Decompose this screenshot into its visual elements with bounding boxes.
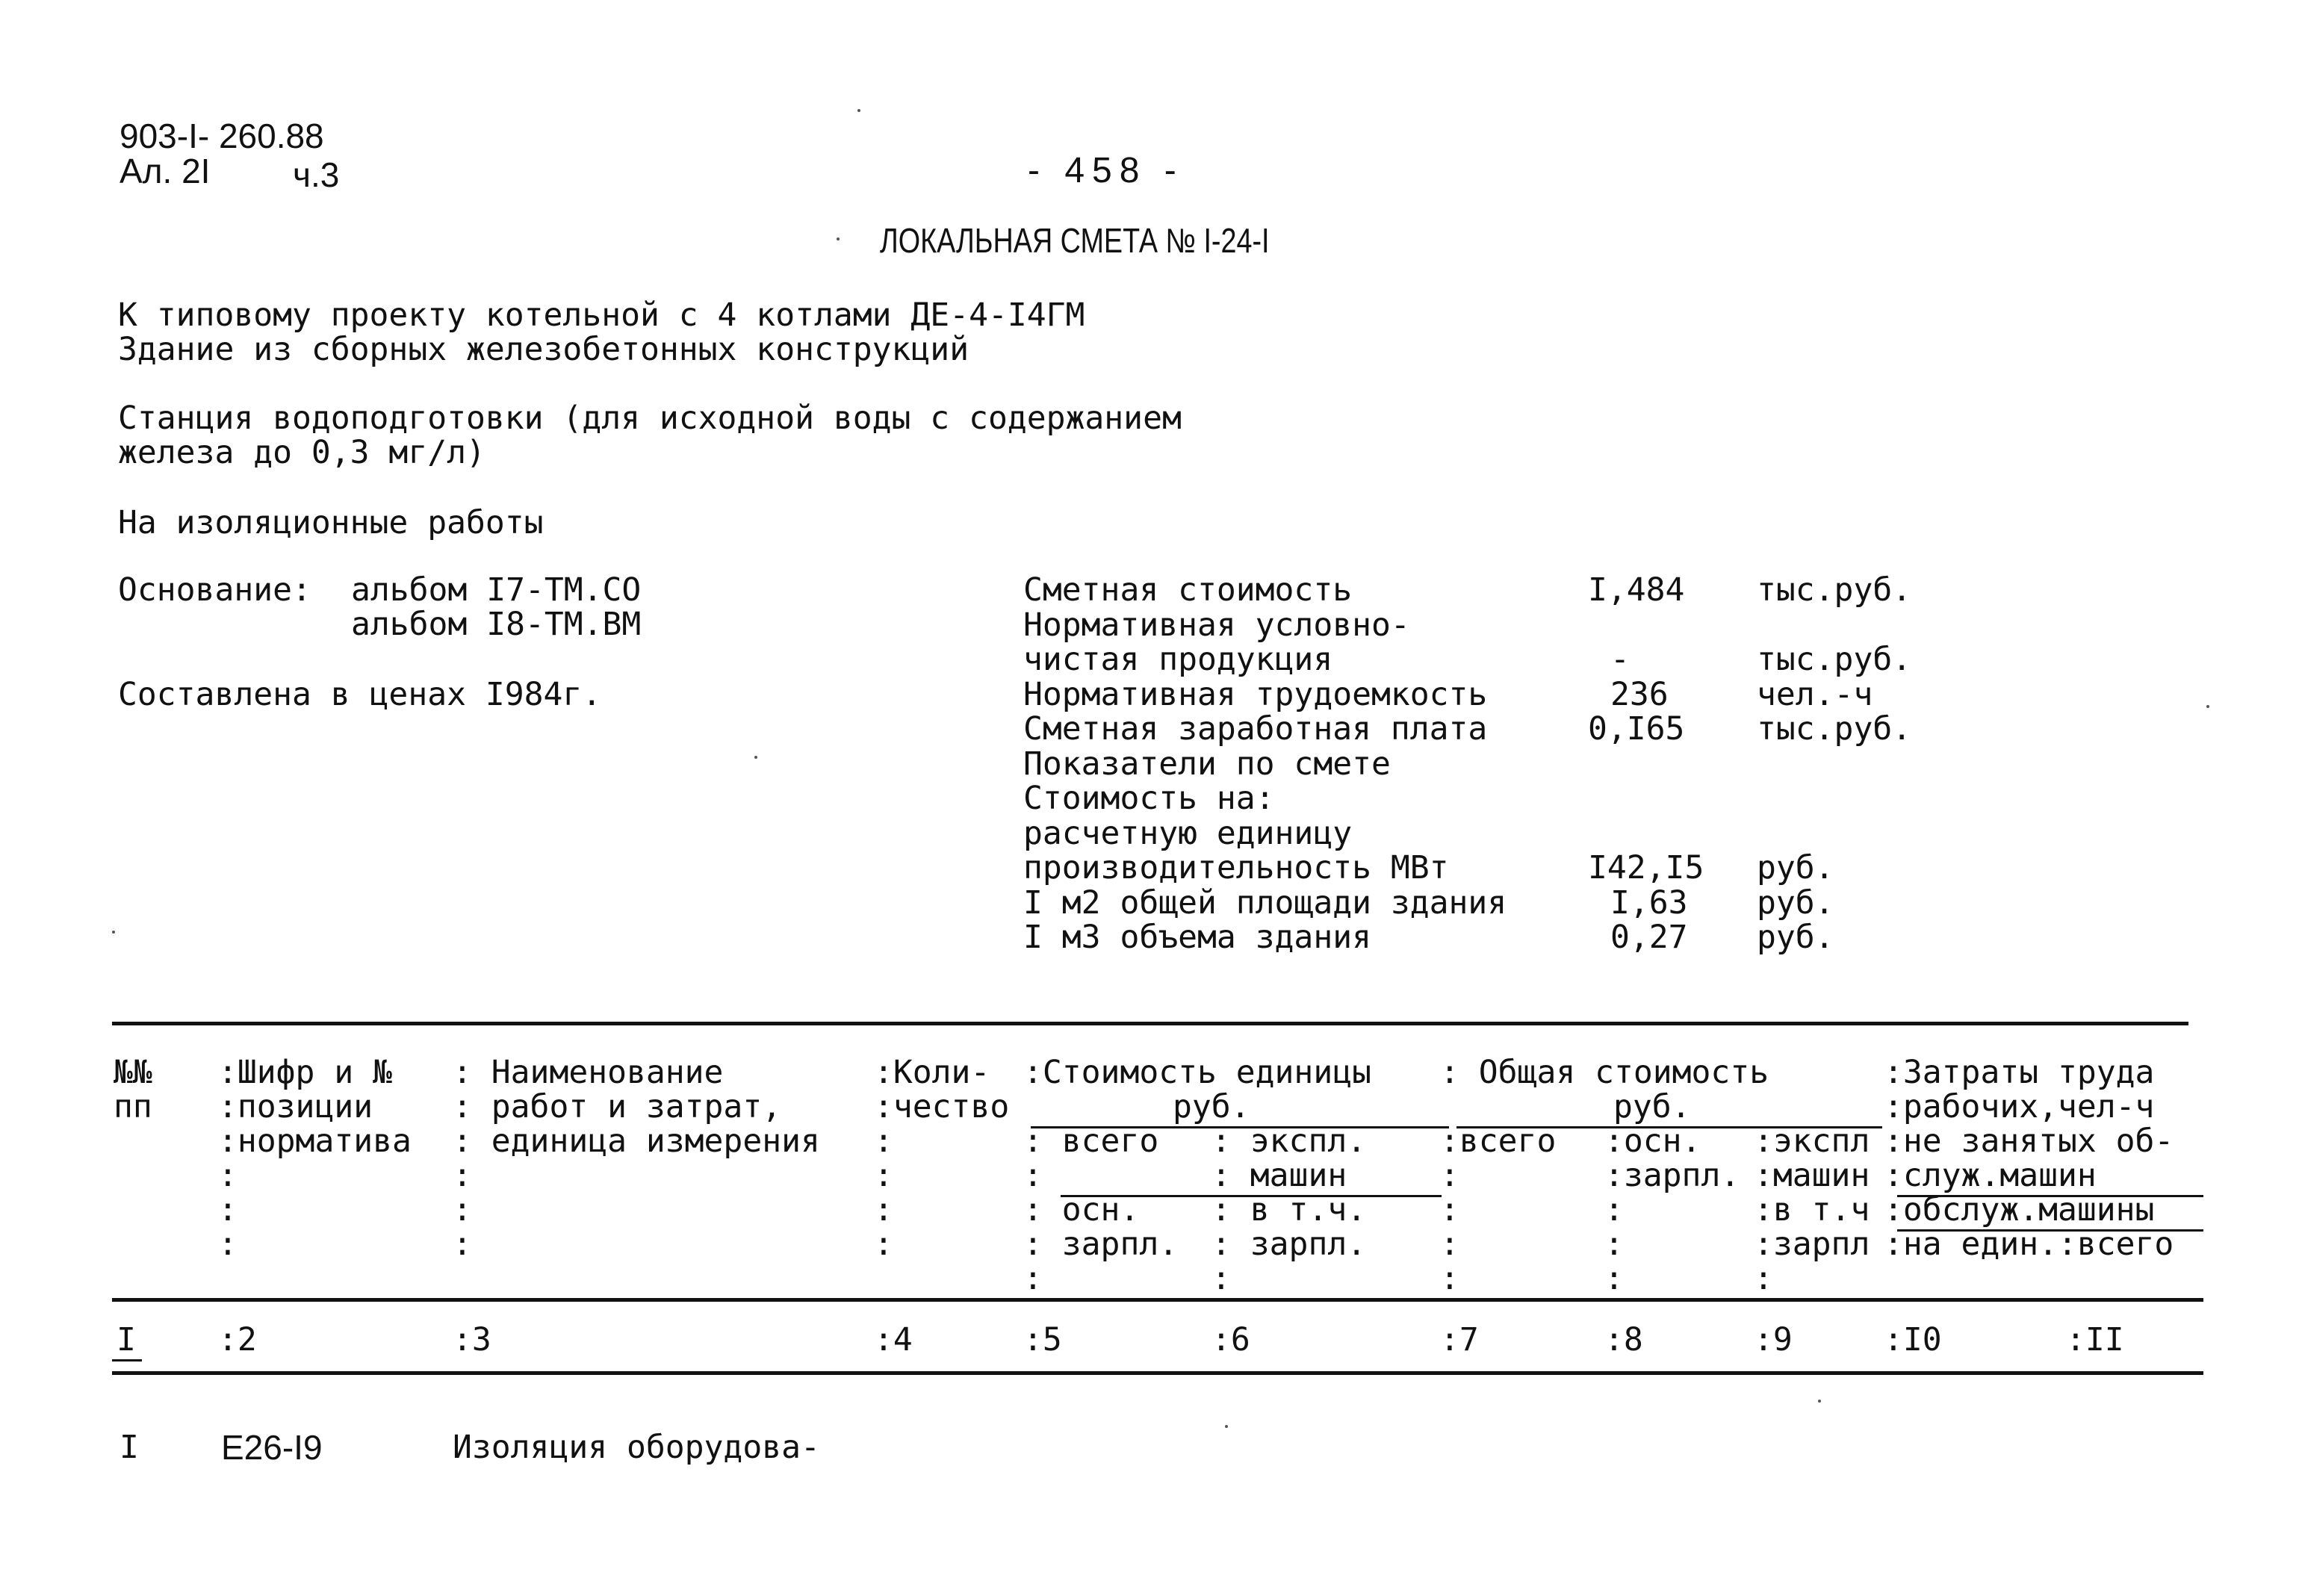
part-number: ч.3 [293,155,340,194]
summary-row [1023,711,1957,747]
summary-row [1023,850,1957,886]
header-line: : [218,1191,238,1229]
header-line: : единица измерения [453,1123,820,1160]
summary-row [1023,642,1957,677]
summary-label: расчетную единицу [1023,814,1353,852]
summary-label: Нормативная трудоемкость [1023,675,1488,713]
summary-label: Стоимость на: [1023,780,1275,817]
column-number: :9 [1754,1321,1793,1359]
summary-label: Сметная стоимость [1023,571,1353,609]
summary-unit: руб. [1757,849,1834,887]
header-line: : [1604,1260,1624,1297]
header-line: :Шифр и № [218,1054,392,1091]
summary-value: I,484 [1588,571,1685,609]
header-line: : зарпл. [1211,1226,1367,1263]
header-line: №№ [114,1054,152,1091]
table-top-rule [112,1022,2188,1025]
header-line: :рабочих,чел-ч [1884,1088,2155,1125]
header-line: : [1440,1157,1459,1194]
summary-value: 0,27 [1610,919,1688,956]
header-line: :зарпл. [1604,1157,1740,1194]
column-number: :3 [453,1321,491,1359]
summary-label: I м2 общей площади здания [1023,884,1507,922]
row-code: Е26-I9 [221,1428,323,1467]
header-line: : работ и затрат, [453,1088,782,1125]
summary-label: Сметная заработная плата [1023,710,1488,748]
summary-row [1023,607,1957,643]
header-line: : в т.ч. [1211,1191,1367,1229]
header-line: : [453,1226,472,1263]
header-line: пп [114,1088,152,1125]
total-cost-heading: : Общая стоимость [1440,1054,1769,1091]
header-line: : [874,1191,893,1229]
header-line: :в т.ч [1754,1191,1870,1229]
header-line: :на един.:всего [1884,1226,2174,1263]
scan-speck [754,756,757,759]
header-line: : [453,1157,472,1194]
summary-value: 236 [1610,675,1669,713]
header-line: :машин [1754,1157,1870,1194]
page-number: - 458 - [1028,151,1184,190]
basis-album-1: альбом I7-ТМ.СО [351,571,642,609]
header-line: :экспл [1754,1123,1870,1160]
header-line: :чество [874,1088,1010,1125]
unit-cost-heading: :Стоимость единицы [1023,1054,1371,1091]
column-number: :II [2066,1321,2124,1359]
header-line: : зарпл. [1023,1226,1179,1263]
header-line: : [453,1191,472,1229]
header-line: : [1211,1260,1231,1297]
summary-row [1023,816,1957,851]
summary-label: Показатели по смете [1023,745,1391,783]
header-line: :норматива [218,1123,412,1160]
document-code: 903-I- 260.88 [120,117,324,155]
page-title: ЛОКАЛЬНАЯ СМЕТА № I-24-I [880,221,1270,260]
header-line: :не занятых об- [1884,1123,2174,1160]
table-numbers-rule [112,1371,2203,1375]
header-line: : Наименование [453,1054,724,1091]
header-line: : [874,1226,893,1263]
summary-row [1023,919,1957,955]
header-line: : [1023,1260,1043,1297]
work-type: На изоляционные работы [118,504,544,541]
column-number: :6 [1211,1321,1250,1359]
column-number-underline [112,1359,142,1361]
header-line: : [1440,1260,1459,1297]
header-line: :зарпл [1754,1226,1870,1263]
scan-speck [837,237,840,240]
row-name: Изоляция оборудова- [453,1429,820,1466]
header-line: : [1440,1191,1459,1229]
scan-speck [2206,705,2209,708]
sheet-number: Ал. 2I [120,152,211,190]
header-line: :обслуж.машины [1884,1191,2155,1229]
project-line-3: Станция водоподготовки (для исходной воды с содержанием [118,400,1182,437]
project-line-1: К типовому проекту котельной с 4 котлами ДЕ-4-I4ГМ [118,296,1085,334]
scan-speck [1225,1425,1228,1428]
project-line-4: железа до 0,3 мг/л) [118,434,485,471]
total-cost-unit: руб. [1613,1088,1691,1125]
summary-unit: тыс.руб. [1757,641,1912,678]
column-number: :4 [874,1321,913,1359]
basis-album-2: альбом I8-ТМ.ВМ [351,606,642,643]
header-line: : всего [1023,1123,1159,1160]
header-line: :Коли- [874,1054,990,1091]
header-line: : [874,1157,893,1194]
header-line: : машин [1211,1157,1347,1194]
column-number: :8 [1604,1321,1643,1359]
header-line: :всего [1440,1123,1557,1160]
header-line: :служ.машин [1884,1157,2097,1194]
column-number: I [117,1321,136,1359]
summary-row [1023,885,1957,921]
summary-unit: чел.-ч [1757,675,1873,713]
summary-unit: руб. [1757,919,1834,956]
summary-label: I м3 объема здания [1023,919,1371,956]
summary-value: I,63 [1610,884,1688,922]
header-line: :Затраты труда [1884,1054,2155,1091]
header-line: :позиции [218,1088,373,1125]
summary-unit: тыс.руб. [1757,571,1912,609]
summary-value: I42,I5 [1588,849,1704,887]
unit-cost-unit: руб. [1173,1088,1250,1125]
header-line: : [218,1226,238,1263]
column-number: :I0 [1884,1321,1942,1359]
header-line: :осн. [1604,1123,1701,1160]
basis-label: Основание: [118,571,311,609]
header-line: : осн. [1023,1191,1140,1229]
summary-label: Нормативная условно- [1023,606,1410,644]
column-number: :2 [218,1321,257,1359]
summary-unit: тыс.руб. [1757,710,1912,748]
header-line: : [1604,1226,1624,1263]
header-line: : [1023,1157,1043,1194]
scan-speck [112,931,115,934]
summary-label: производительность МВт [1023,849,1449,887]
header-line: : [218,1157,238,1194]
header-line: : [1440,1226,1459,1263]
summary-unit: руб. [1757,884,1834,922]
scan-speck [1818,1400,1821,1403]
header-line: : экспл. [1211,1123,1367,1160]
summary-value: - [1610,641,1630,678]
column-number: :7 [1440,1321,1479,1359]
column-number: :5 [1023,1321,1062,1359]
header-line: : [874,1123,893,1160]
row-number: I [120,1429,139,1466]
table-header-rule [112,1298,2203,1302]
summary-label: чистая продукция [1023,641,1333,678]
header-line: : [1754,1260,1773,1297]
scan-speck [857,109,860,112]
summary-row [1023,572,1957,608]
summary-value: 0,I65 [1588,710,1685,748]
prices-note: Составлена в ценах I984г. [118,676,602,713]
header-line: : [1604,1191,1624,1229]
summary-row [1023,780,1957,816]
summary-row [1023,746,1957,782]
summary-row [1023,677,1957,712]
project-line-2: Здание из сборных железобетонных конструкций [118,331,969,368]
